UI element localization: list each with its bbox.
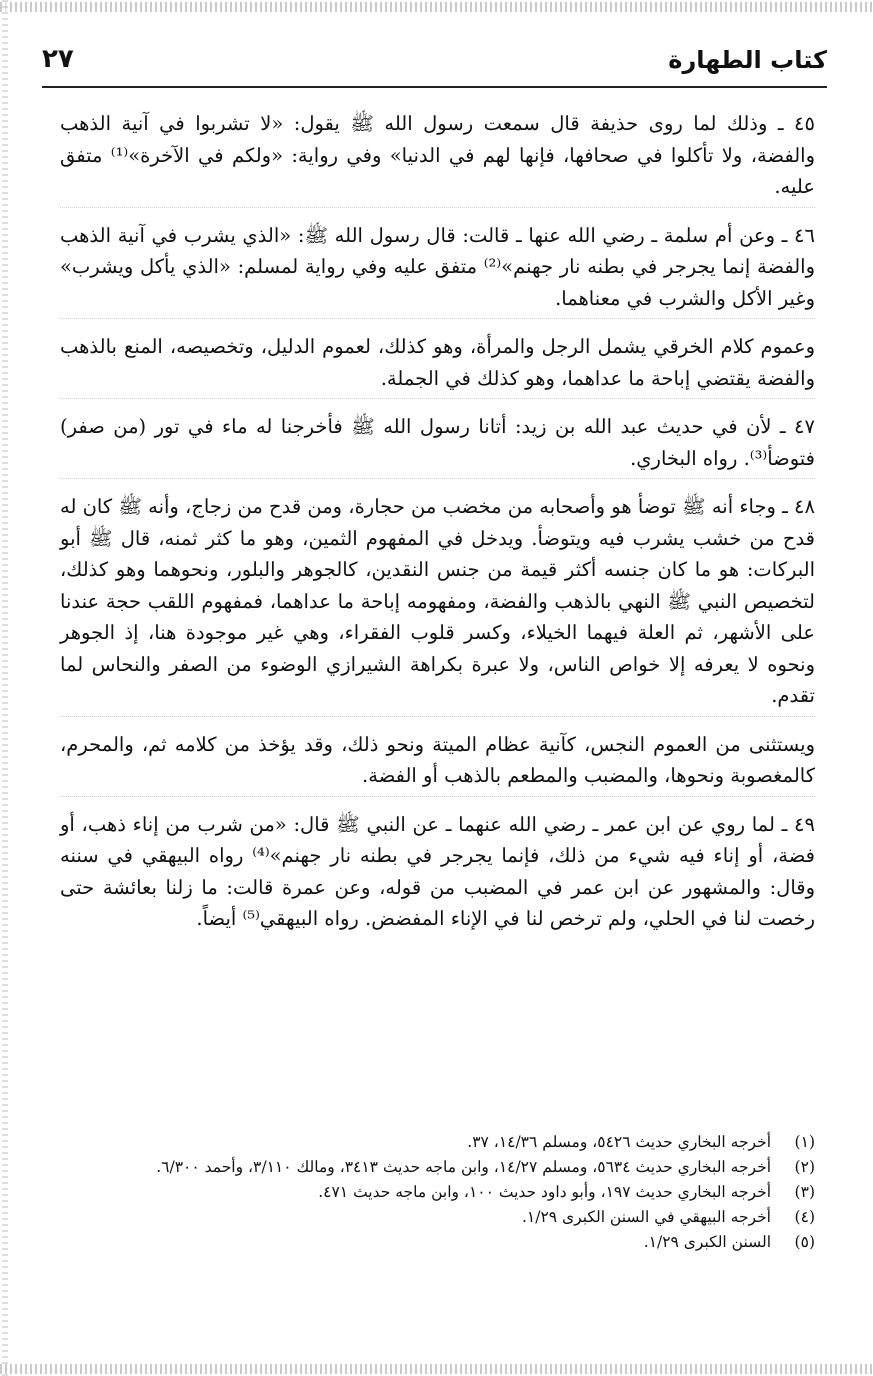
footnote-text: السنن الكبرى ١/٢٩. xyxy=(643,1233,771,1251)
footnote-text: أخرجه البخاري حديث ٥٦٣٤، ومسلم ١٤/٢٧، وابن ماجه حديث ٣٤١٣، ومالك ٣/١١٠، وأحمد ٦/٣٠٠. xyxy=(156,1158,771,1176)
footnote-text: أخرجه البخاري حديث ٥٤٢٦، ومسلم ١٤/٣٦، ٣٧. xyxy=(467,1133,771,1151)
chapter-title: كتاب الطهارة xyxy=(668,46,827,74)
page-number: ٢٧ xyxy=(42,44,74,74)
decorative-border-top xyxy=(0,2,873,12)
footnote-number: (١) xyxy=(794,1133,815,1151)
paragraph-48: ٤٨ ـ وجاء أنه ﷺ توضأ هو وأصحابه من مخضب من حجارة، ومن قدح من زجاج، وأنه ﷺ كان له قدح من خشب يشرب فيه ويتوضأ. ويدخل في المفهوم الثمين، وهو ما كثر ثمنه، قال ﷺ أبو البركات: هو ما كان جنسه أكثر قيمة من جنس النقدين، كالجوهر والبلور، ونحوهما وهو كذلك، لتخصيص النبي ﷺ النهي بالذهب والفضة، ومفهومه إباحة ما عداهما، فمفهوم اللقب حجة عندنا على الأشهر، ثم العلة فيهما الخيلاء، وكسر قلوب الفقراء، وهي غير موجودة هنا، إذ الجوهر ونحوه لا يعرفه إلا خواص الناس، ولا عبرة بكراهة الشيرازي الوضوء من الصفر والنحاس لما تقدم. xyxy=(60,491,815,717)
footnote-number: (٣) xyxy=(794,1183,815,1201)
paragraph-47: ٤٧ ـ لأن في حديث عبد الله بن زيد: أتانا رسول الله ﷺ فأخرجنا له ماء في تور (من صفر) فتوضأ⁽³⁾. رواه البخاري. xyxy=(60,411,815,479)
paragraph-46: ٤٦ ـ وعن أم سلمة ـ رضي الله عنها ـ قالت: قال رسول الله ﷺ: «الذي يشرب في آنية الذهب والفضة إنما يجرجر في بطنه نار جهنم»⁽²⁾ متفق عليه وفي رواية لمسلم: «الذي يأكل ويشرب» وغير الأكل والشرب في معناهما. xyxy=(60,220,815,320)
decorative-border-bottom xyxy=(0,1364,873,1374)
main-text xyxy=(60,108,815,947)
paragraph-commentary-1: وعموم كلام الخرقي يشمل الرجل والمرأة، وهو كذلك، لعموم الدليل، وتخصيصه، المنع بالذهب والفضة يقتضي إباحة ما عداهما، وهو كذلك في الجملة. xyxy=(60,331,815,399)
paragraph-49: ٤٩ ـ لما روي عن ابن عمر ـ رضي الله عنهما ـ عن النبي ﷺ قال: «من شرب من إناء ذهب، أو فضة، أو إناء فيه شيء من ذلك، فإنما يجرجر في بطنه نار جهنم»⁽⁴⁾ رواه البيهقي في سننه وقال: والمشهور عن ابن عمر في المضبب من قوله، وعن عمرة قالت: ما زلنا بعائشة حتى رخصت لنا في الحلي، ولم ترخص لنا في الإناء المفضض. رواه البيهقي⁽⁵⁾ أيضاً. xyxy=(60,812,815,930)
footnote-text: أخرجه البخاري حديث ١٩٧، وأبو داود حديث ١٠٠، وابن ماجه حديث ٤٧١. xyxy=(318,1183,771,1201)
footnote-item xyxy=(56,1205,815,1230)
footnote-item xyxy=(56,1155,815,1180)
footnote-text: أخرجه البيهقي في السنن الكبرى ١/٢٩. xyxy=(521,1208,771,1226)
footnotes xyxy=(56,1130,815,1255)
paragraph-commentary-2: ويستثنى من العموم النجس، كآنية عظام الميتة ونحو ذلك، وقد يؤخذ من كلامه ثم، والمحرم، كالمغصوبة ونحوها، والمضبب والمطعم بالذهب أو الفضة. xyxy=(60,729,815,797)
footnote-number: (٥) xyxy=(794,1233,815,1251)
footnote-item xyxy=(56,1180,815,1205)
paragraph-45: ٤٥ ـ وذلك لما روى حذيفة قال سمعت رسول الله ﷺ يقول: «لا تشربوا في آنية الذهب والفضة، ولا تأكلوا في صحافها، فإنها لهم في الدنيا» وفي رواية: «ولكم في الآخرة»⁽¹⁾ متفق عليه. xyxy=(60,108,815,208)
footnote-item xyxy=(56,1130,815,1155)
footnote-item xyxy=(56,1230,815,1255)
footnote-number: (٢) xyxy=(794,1158,815,1176)
page-header xyxy=(42,40,827,88)
decorative-border-left xyxy=(2,0,8,1376)
footnote-number: (٤) xyxy=(794,1208,815,1226)
